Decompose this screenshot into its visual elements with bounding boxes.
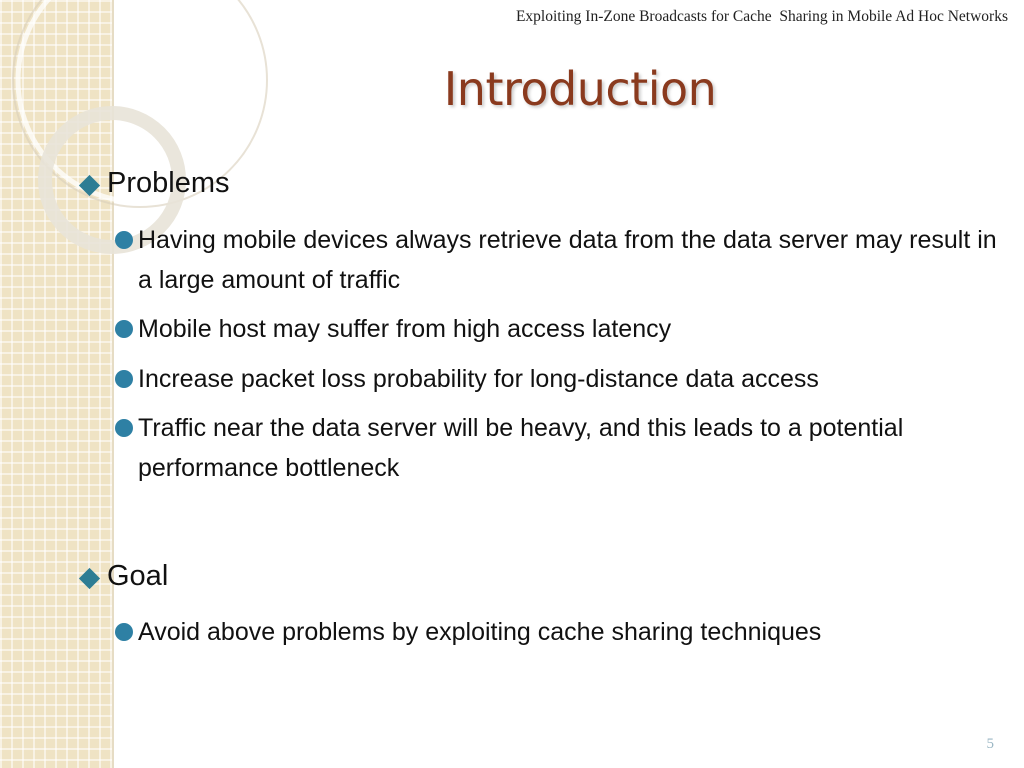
bullet-text: Having mobile devices always retrieve data from the data server may result in a large amount of traffic: [138, 226, 997, 294]
running-header: Exploiting In-Zone Broadcasts for Cache Sharing in Mobile Ad Hoc Networks: [515, 8, 1008, 25]
list-item: [138, 220, 998, 300]
circle-bullet-icon: [115, 623, 133, 641]
page-number: 5: [986, 736, 994, 752]
bullet-text: Traffic near the data server will be heavy, and this leads to a potential performance bottleneck: [138, 414, 904, 482]
list-item: [138, 408, 978, 488]
circle-bullet-icon: [115, 419, 133, 437]
section-heading-goal: [107, 560, 168, 593]
circle-bullet-icon: [115, 231, 133, 249]
section-heading-label: Goal: [107, 560, 169, 592]
list-item: [138, 359, 1008, 399]
bullet-text: Increase packet loss probability for long-distance data access: [138, 365, 819, 393]
section-heading-label: Problems: [107, 167, 230, 199]
list-item: [138, 309, 1008, 349]
circle-bullet-icon: [115, 320, 133, 338]
bullet-text: Mobile host may suffer from high access latency: [138, 315, 672, 343]
list-item: [138, 612, 1008, 652]
slide-title: Introduction: [443, 62, 717, 116]
circle-bullet-icon: [115, 370, 133, 388]
section-heading-problems: [107, 167, 230, 200]
bullet-text: Avoid above problems by exploiting cache sharing techniques: [138, 618, 822, 646]
